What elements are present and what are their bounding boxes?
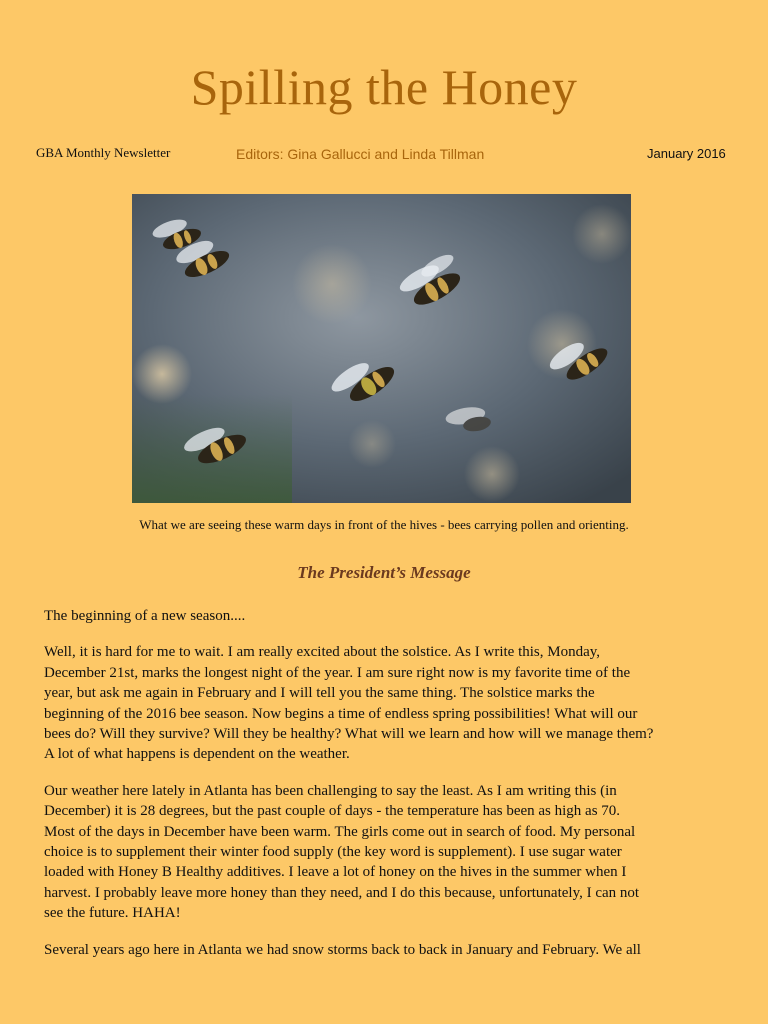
text-line: bees do? Will they survive? Will they be healthy? What will we learn and how will we manage them? bbox=[44, 726, 654, 743]
paragraph-2 bbox=[44, 781, 744, 924]
text-line: beginning of the 2016 bee season. Now begins a time of endless spring possibilities! What will our bbox=[44, 705, 638, 722]
text-line: see the future. HAHA! bbox=[44, 905, 181, 922]
issue-date: January 2016 bbox=[647, 146, 726, 161]
article-body bbox=[44, 606, 744, 976]
text-line: Most of the days in December have been warm. The girls come out in search of food. My personal bbox=[44, 823, 636, 840]
intro-paragraph: The beginning of a new season.... bbox=[44, 608, 246, 624]
photo-caption: What we are seeing these warm days in front of the hives - bees carrying pollen and orienting. bbox=[139, 517, 629, 532]
text-line: harvest. I probably leave more honey than they need, and I do this because, unfortunately, I can not bbox=[44, 884, 640, 901]
editors-line: Editors: Gina Gallucci and Linda Tillman bbox=[236, 146, 485, 162]
text-line: year, but ask me again in February and I will tell you the same thing. The solstice marks the bbox=[44, 685, 595, 702]
paragraph-3 bbox=[44, 940, 744, 960]
newsletter-name: GBA Monthly Newsletter bbox=[36, 145, 171, 160]
text-line: A lot of what happens is dependent on the weather. bbox=[44, 746, 350, 763]
text-line: loaded with Honey B Healthy additives. I leave a lot of honey on the hives in the summer when I bbox=[44, 864, 627, 881]
article-heading: The President’s Message bbox=[297, 563, 471, 582]
text-line: Our weather here lately in Atlanta has been challenging to say the least. As I am writing this (in bbox=[44, 782, 617, 799]
text-line: Well, it is hard for me to wait. I am really excited about the solstice. As I write this, Monday, bbox=[44, 644, 601, 661]
text-line: December) it is 28 degrees, but the past couple of days - the temperature has been as high as 70. bbox=[44, 803, 621, 820]
text-line: December 21st, marks the longest night of the year. I am sure right now is my favorite time of the bbox=[44, 664, 631, 681]
text-line: choice is to supplement their winter food supply (the key word is supplement). I use sugar water bbox=[44, 844, 622, 861]
newsletter-title: Spilling the Honey bbox=[190, 59, 578, 115]
text-line: Several years ago here in Atlanta we had snow storms back to back in January and February. We all bbox=[44, 941, 641, 958]
paragraph-1 bbox=[44, 642, 744, 764]
bees-photo bbox=[132, 194, 631, 503]
